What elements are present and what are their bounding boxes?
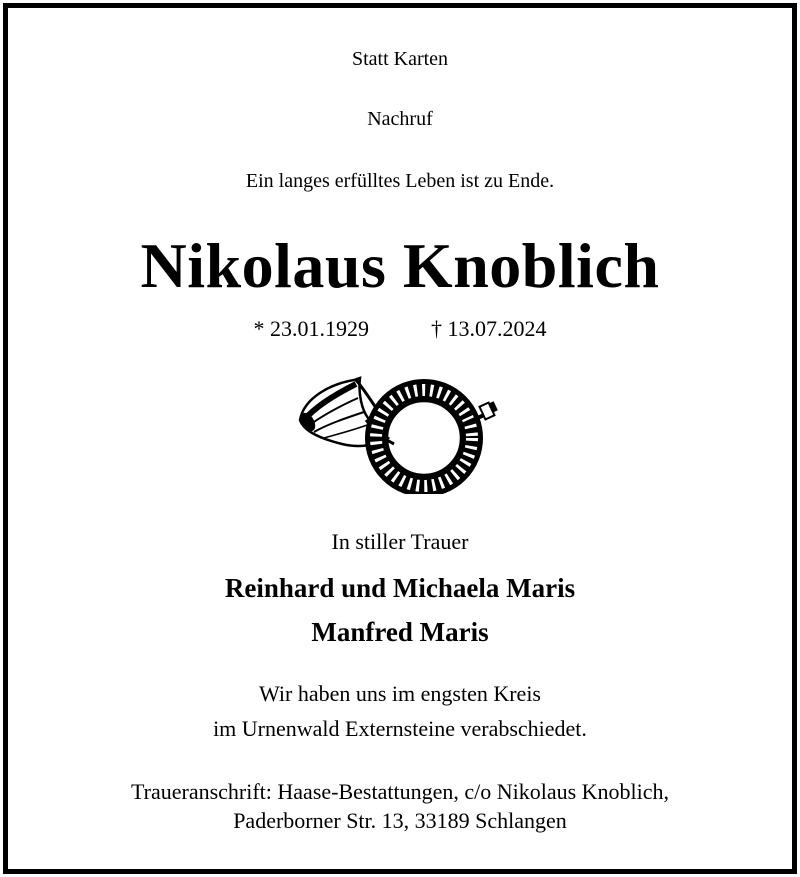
farewell-line: Wir haben uns im engsten Kreis bbox=[259, 681, 541, 706]
mourning-intro: In stiller Trauer bbox=[331, 529, 469, 554]
birth-date: * 23.01.1929 bbox=[253, 316, 369, 341]
farewell-line: im Urnenwald Externsteine verabschiedet. bbox=[213, 716, 587, 741]
deceased-name: Nikolaus Knoblich bbox=[140, 230, 660, 301]
header-statt-karten: Statt Karten bbox=[351, 48, 449, 70]
mourner-name: Reinhard und Michaela Maris bbox=[224, 573, 576, 603]
posthorn-icon bbox=[296, 376, 501, 494]
life-dates bbox=[0, 315, 800, 343]
mourner-name: Manfred Maris bbox=[311, 617, 489, 647]
address-line: Paderborner Str. 13, 33189 Schlangen bbox=[233, 808, 567, 833]
address-line: Traueranschrift: Haase-Bestattungen, c/o Nikolaus Knoblich, bbox=[130, 779, 670, 804]
header-subtitle: Ein langes erfülltes Leben ist zu Ende. bbox=[245, 170, 555, 192]
death-date: † 13.07.2024 bbox=[431, 316, 547, 341]
header-nachruf: Nachruf bbox=[367, 108, 433, 130]
